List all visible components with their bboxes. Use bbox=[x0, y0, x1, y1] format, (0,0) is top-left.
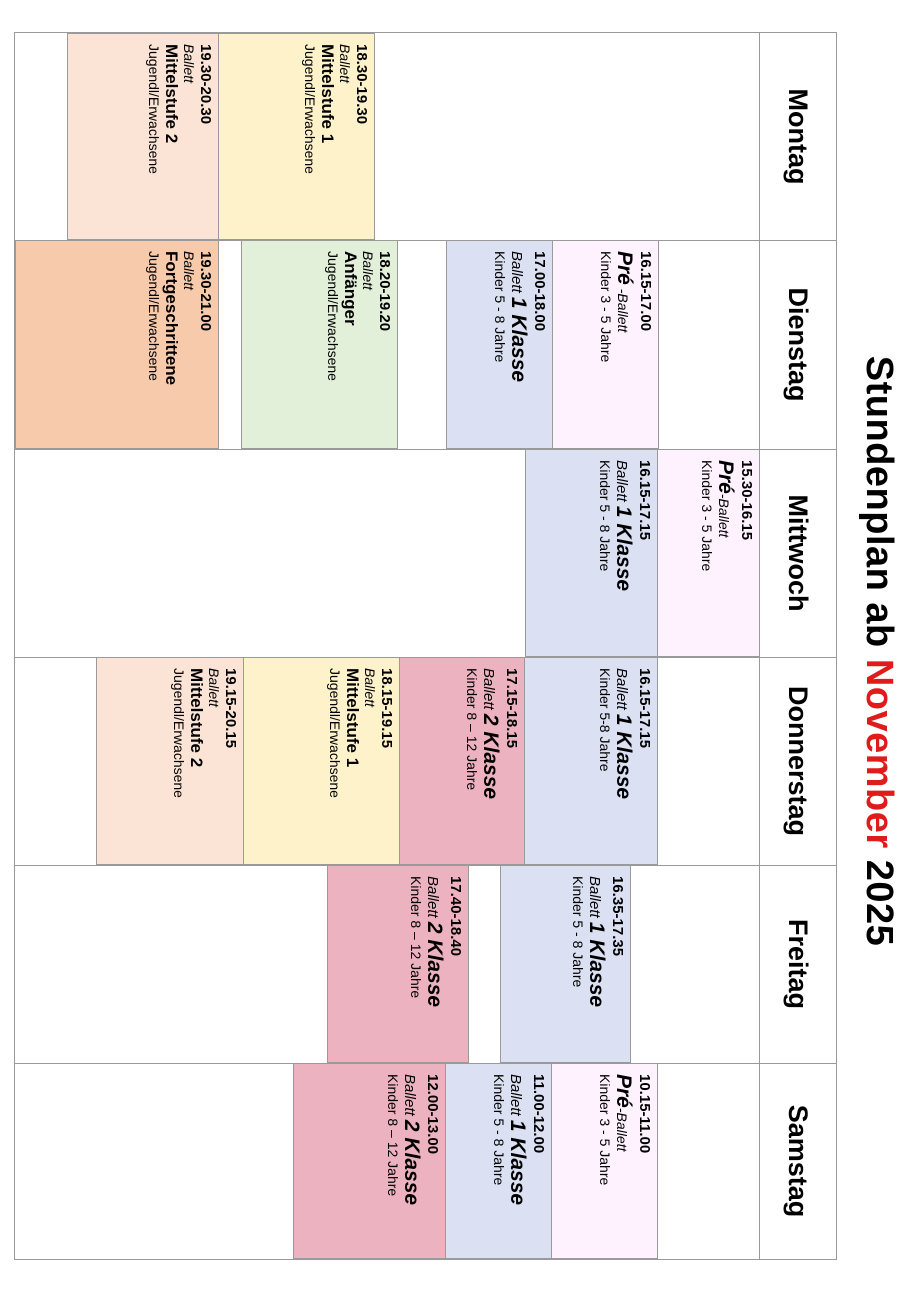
page-title bbox=[838, 0, 920, 1302]
class-time: 19.15-20.15 bbox=[222, 668, 239, 749]
class-age-group: Kinder 8 – 12 Jahre bbox=[407, 876, 424, 999]
class-age-group: Jugendl/Erwachsene bbox=[146, 44, 163, 174]
class-time: 11.00-12.00 bbox=[530, 1074, 547, 1154]
class-card-fortgeschrittene[interactable] bbox=[15, 240, 219, 449]
class-level-main: 1 Klasse bbox=[585, 921, 609, 1008]
class-time: 17.40-18.40 bbox=[447, 876, 464, 957]
class-time: 17.15-18.15 bbox=[503, 668, 520, 749]
class-time: 10.15-11.00 bbox=[636, 1074, 653, 1154]
class-card-pre-ballett[interactable] bbox=[657, 449, 760, 657]
class-time: 16.15-17.15 bbox=[636, 668, 653, 749]
day-header-dienstag: Dienstag bbox=[783, 287, 813, 402]
class-level-suffix: -Ballett bbox=[615, 284, 632, 333]
class-level-prefix: Ballett bbox=[586, 876, 604, 922]
class-age-group: Kinder 8 – 12 Jahre bbox=[463, 668, 480, 791]
class-level-prefix: Ballett bbox=[613, 460, 631, 506]
class-time: 16.15-17.00 bbox=[637, 251, 654, 332]
class-age-group: Kinder 5 - 8 Jahre bbox=[596, 460, 613, 572]
class-card-ballett-1-klasse[interactable] bbox=[446, 240, 553, 449]
class-age-group: Jugendl/Erwachsene bbox=[327, 668, 344, 798]
day-header-donnerstag: Donnerstag bbox=[783, 685, 813, 837]
class-card-mittelstufe-1[interactable] bbox=[218, 33, 375, 240]
day-header-montag: Montag bbox=[783, 88, 813, 185]
class-level-prefix: Ballett bbox=[401, 1074, 419, 1120]
class-level: Mittelstufe 1 bbox=[342, 668, 362, 768]
class-category: Ballett bbox=[181, 251, 198, 290]
class-category: Ballett bbox=[206, 668, 223, 707]
class-card-pre-ballett[interactable] bbox=[552, 240, 659, 449]
class-level-main: 2 Klasse bbox=[479, 713, 503, 800]
class-age-group: Kinder 3 - 5 Jahre bbox=[698, 460, 715, 572]
class-card-anfaenger[interactable] bbox=[241, 240, 398, 449]
class-level-prefix: Ballett bbox=[508, 251, 526, 297]
class-category: Ballett bbox=[181, 44, 198, 83]
class-time: 18.20-19.20 bbox=[376, 251, 393, 332]
class-level-main: 2 Klasse bbox=[423, 921, 447, 1008]
class-level: Mittelstufe 1 bbox=[317, 44, 337, 144]
class-card-ballett-1-klasse[interactable] bbox=[525, 449, 658, 657]
class-age-group: Kinder 5-8 Jahre bbox=[596, 668, 613, 772]
class-card-ballett-2-klasse[interactable] bbox=[293, 1063, 446, 1259]
class-level-prefix: Ballett bbox=[507, 1074, 525, 1120]
class-age-group: Jugendl/Erwachsene bbox=[325, 251, 342, 381]
class-level-main: 1 Klasse bbox=[612, 713, 636, 800]
class-age-group: Jugendl/Erwachsene bbox=[302, 44, 319, 174]
class-level-main: 2 Klasse bbox=[400, 1119, 424, 1206]
class-time: 15.30-16.15 bbox=[738, 460, 755, 541]
class-time: 16.15-17.15 bbox=[636, 460, 653, 541]
class-age-group: Kinder 3 - 5 Jahre bbox=[597, 251, 614, 363]
class-level-main: 1 Klasse bbox=[506, 1119, 530, 1206]
class-card-mittelstufe-1[interactable] bbox=[243, 657, 400, 865]
class-level-main: 1 Klasse bbox=[507, 296, 531, 383]
schedule-grid bbox=[14, 32, 837, 1260]
class-card-ballett-2-klasse[interactable] bbox=[327, 865, 469, 1063]
class-age-group: Kinder 5 - 8 Jahre bbox=[490, 1074, 507, 1186]
class-age-group: Kinder 8 – 12 Jahre bbox=[384, 1074, 401, 1197]
class-level-suffix: -Ballett bbox=[716, 493, 733, 538]
class-level: Mittelstufe 2 bbox=[161, 44, 181, 144]
class-level-suffix: -Ballett bbox=[614, 1107, 631, 1152]
class-level-main: 1 Klasse bbox=[612, 505, 636, 592]
class-time: 19.30-21.00 bbox=[197, 251, 214, 332]
class-card-ballett-1-klasse[interactable] bbox=[445, 1063, 552, 1259]
class-age-group: Kinder 5 - 8 Jahre bbox=[491, 251, 508, 363]
class-time: 19.30-20.30 bbox=[197, 44, 214, 125]
day-header-mittwoch: Mittwoch bbox=[783, 494, 813, 612]
class-card-mittelstufe-2[interactable] bbox=[96, 657, 244, 865]
class-time: 18.15-19.15 bbox=[378, 668, 395, 749]
class-level-prefix: Ballett bbox=[480, 668, 498, 714]
class-time: 18.30-19.30 bbox=[353, 44, 370, 125]
class-age-group: Kinder 3 - 5 Jahre bbox=[596, 1074, 613, 1186]
class-time: 12.00-13.00 bbox=[424, 1074, 441, 1155]
class-level-main: Pré bbox=[714, 460, 738, 494]
class-level-main: Pré bbox=[612, 1074, 636, 1108]
class-time: 17.00-18.00 bbox=[531, 251, 548, 332]
class-level: Mittelstufe 2 bbox=[186, 668, 206, 768]
day-header-freitag: Freitag bbox=[783, 918, 813, 1010]
class-card-pre-ballett[interactable] bbox=[551, 1063, 658, 1259]
class-level-main: Pré bbox=[613, 251, 637, 285]
day-header-samstag: Samstag bbox=[783, 1104, 813, 1218]
class-level-prefix: Ballett bbox=[613, 668, 631, 714]
class-category: Ballett bbox=[337, 44, 354, 83]
class-level-prefix: Ballett bbox=[424, 876, 442, 922]
class-category: Ballett bbox=[362, 668, 379, 707]
class-level: Fortgeschrittene bbox=[161, 251, 181, 386]
class-category: Ballett bbox=[360, 251, 377, 290]
class-card-mittelstufe-2[interactable] bbox=[67, 33, 219, 240]
class-card-ballett-2-klasse[interactable] bbox=[399, 657, 525, 865]
class-age-group: Kinder 5 - 8 Jahre bbox=[569, 876, 586, 988]
class-age-group: Jugendl/Erwachsene bbox=[146, 251, 163, 381]
title-main: Stundenplan ab bbox=[858, 355, 900, 659]
class-card-ballett-1-klasse[interactable] bbox=[524, 657, 658, 865]
class-level: Anfänger bbox=[340, 251, 360, 326]
title-year: 2025 bbox=[858, 848, 900, 947]
title-month: November bbox=[858, 658, 900, 849]
class-card-ballett-1-klasse[interactable] bbox=[500, 865, 631, 1063]
class-age-group: Jugendl/Erwachsene bbox=[171, 668, 188, 798]
class-time: 16.35-17.35 bbox=[609, 876, 626, 957]
